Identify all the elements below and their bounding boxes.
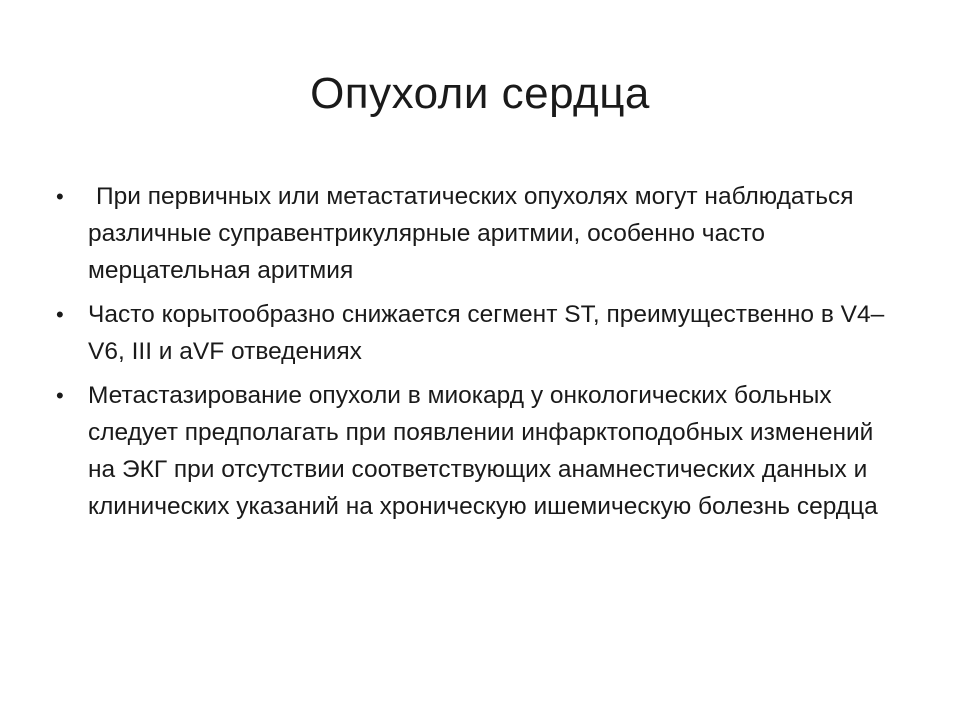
bullet-item-2: [56, 296, 906, 370]
slide-title: Опухоли сердца: [310, 69, 650, 118]
bullet-text-1: При первичных или метастатических опухолях могут наблюдаться различные суправентрикулярные аритмии, особенно часто мерцательная аритмия: [88, 183, 854, 284]
bullet-marker: •: [56, 383, 64, 408]
bullet-item-3: [56, 377, 906, 525]
bullet-item-1: [56, 178, 906, 289]
bullet-marker: •: [56, 302, 64, 327]
bullet-text-3: Метастазирование опухоли в миокард у онкологических больных следует предполагать при появлении инфарктоподобных изменений на ЭКГ при отсутствии соответствующих анамнестических данных и клинических указаний на хроническую ишемическую болезнь сердца: [88, 382, 878, 520]
bullet-text-2: Часто корытообразно снижается сегмент ST, преимущественно в V4–V6, III и aVF отведениях: [88, 301, 885, 365]
bullet-marker: •: [56, 184, 64, 209]
bullet-list: [56, 178, 906, 532]
